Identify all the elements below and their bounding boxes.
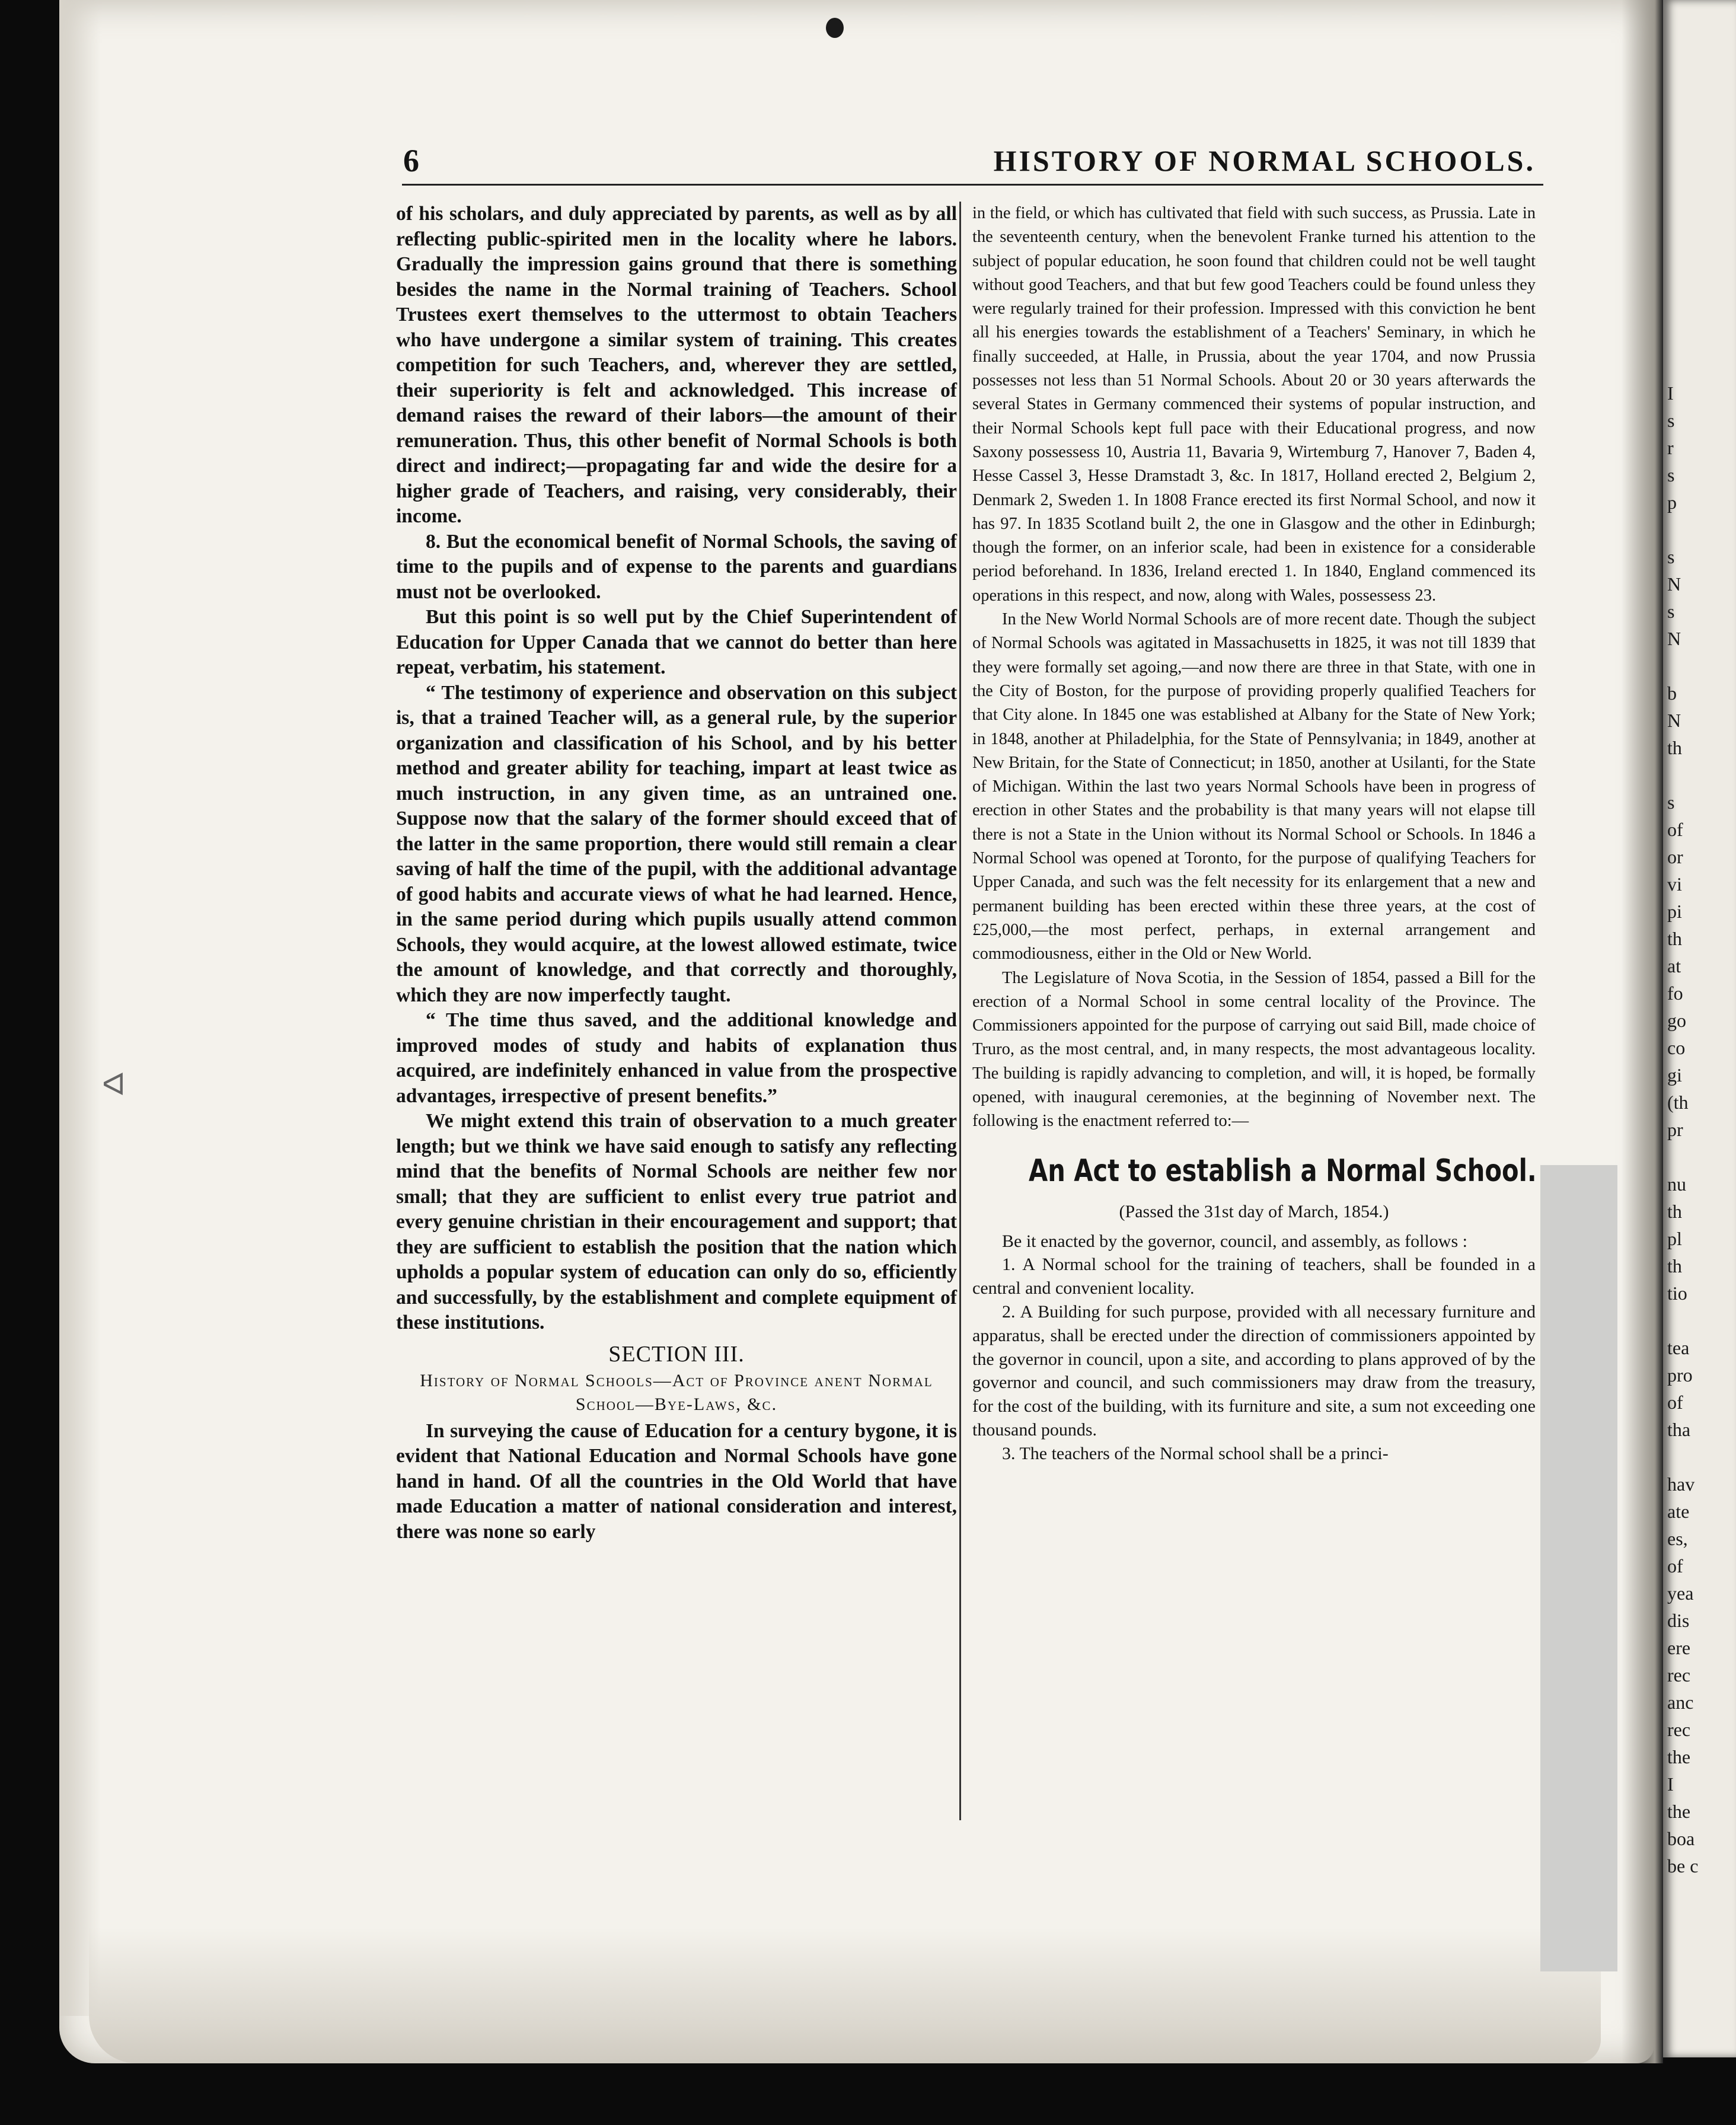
fragment-line: I: [1667, 382, 1674, 404]
fragment-line: boa: [1667, 1828, 1695, 1849]
page-bottom-edge: [89, 1927, 1601, 2063]
fragment-line: gi: [1667, 1064, 1682, 1086]
fragment-line: ere: [1667, 1637, 1691, 1658]
column-divider: [959, 202, 961, 1820]
fragment-line: of: [1667, 1555, 1683, 1577]
paragraph: The Legislature of Nova Scotia, in the Session of 1854, passed a Bill for the erection of a Normal School in some central locality of the Province. The Commissioners appointed for the purpose of carrying out said Bill, made choice of Truro, as the most central, and, in many respects, the most advantageous locality. The building is rapidly advancing to completion, and will, it is hoped, be formally opened, with inaugural ceremonies, at the beginning of November next. The following is the enactment referred to:—: [972, 968, 1536, 1131]
fragment-line: nu: [1667, 1173, 1686, 1195]
right-column: [972, 202, 1536, 1466]
fragment-line: tha: [1667, 1419, 1691, 1440]
fragment-line: at: [1667, 955, 1681, 977]
fragment-line: [1667, 1307, 1736, 1334]
fragment-line: hav: [1667, 1473, 1695, 1495]
running-title: HISTORY OF NORMAL SCHOOLS.: [993, 144, 1536, 177]
fragment-line: [1667, 652, 1736, 679]
fragment-line: th: [1667, 1201, 1682, 1222]
fragment-line: co: [1667, 1037, 1686, 1058]
fragment-line: fo: [1667, 982, 1683, 1004]
fragment-line: r: [1667, 437, 1674, 458]
fragment-line: be c: [1667, 1855, 1699, 1877]
section-subheading: History of Normal Schools—Act of Province anent Normal School—Bye-Laws, &c.: [420, 1370, 933, 1414]
act-clause: 2. A Building for such purpose, provided with all necessary furniture and apparatus, shall be erected under the direction of commissioners appointed by the governor in council, upon a site, and according to plans approved of by the governor and council, and such commissioners may draw from the treasury, for the cost of the building, with its furniture and site, a sum not exceeding one thousand pounds.: [972, 1301, 1536, 1440]
act-text: [972, 1230, 1536, 1466]
paragraph: We might extend this train of observation to a much greater length; but we think we have said enough to satisfy any reflecting mind that the benefits of Normal Schools are neither few nor small; that they are sufficient to enlist every true patriot and every genuine christian in their encouragement and support; that they are sufficient to establish the position that the nation which upholds a popular system of education can only do so, efficiently and successfully, by the establishment and complete equipment of these institutions.: [396, 1110, 957, 1333]
fragment-line: anc: [1667, 1692, 1694, 1713]
act-passed-date: (Passed the 31st day of March, 1854.): [1119, 1201, 1389, 1221]
fragment-line: pro: [1667, 1364, 1693, 1386]
fragment-line: pi: [1667, 901, 1682, 922]
fragment-line: [1667, 516, 1736, 543]
fragment-line: the: [1667, 1746, 1691, 1767]
fragment-line: s: [1667, 601, 1675, 622]
fragment-line: [1667, 1443, 1736, 1470]
quote-paragraph: “ The time thus saved, and the additional knowledge and improved modes of study and habits of explanation thus acquired, are indefinitely enhanced in value from the prospective advantages, irrespective of present benefits.”: [396, 1009, 957, 1107]
act-clause: 1. A Normal school for the training of teachers, shall be founded in a central and convenient locality.: [972, 1255, 1536, 1298]
paragraph: 8. But the economical benefit of Normal Schools, the saving of time to the pupils and of expense to the parents and guardians must not be overlooked.: [396, 530, 957, 603]
fragment-line: s: [1667, 546, 1675, 567]
fragment-line: th: [1667, 928, 1682, 949]
paragraph: In the New World Normal Schools are of more recent date. Though the subject of Normal Schools was agitated in Massachusetts in 1825, it was not till 1839 that they were formally set agoing,—and now there are three in that State, with one in the City of Boston, for the purpose of providing properly qualified Teachers for that City alone. In 1845 one was established at Albany for the State of New York; in 1848, another at Philadelphia, for the State of Pennsylvania; in 1849, another at New Britain, for the State of Connecticut; in 1850, another at Usilanti, for the State of Michigan. Within the last two years Normal Schools have been in progress of erection in other States and the probability is that many years will not elapse till there is not a State in the Union without its Normal School or Schools. In 1846 a Normal School was opened at Toronto, for the purpose of qualifying Teachers for Upper Canada, and such was the felt necessity for its enlargement that a new and permanent building has been erected within these three years, at the cost of £25,000,—the most perfect, perhaps, in external arrangement and commodiousness, either in the Old or New World.: [972, 610, 1536, 963]
fragment-line: vi: [1667, 873, 1682, 895]
fragment-line: I: [1667, 1773, 1674, 1795]
fragment-line: pl: [1667, 1228, 1682, 1249]
fragment-line: th: [1667, 1255, 1682, 1277]
running-header: [403, 140, 1536, 181]
fragment-line: N: [1667, 710, 1681, 731]
fragment-line: of: [1667, 1392, 1683, 1413]
fragment-line: es,: [1667, 1528, 1688, 1549]
section-heading: SECTION III.: [608, 1341, 745, 1367]
header-rule: [402, 184, 1543, 186]
fragment-line: pr: [1667, 1119, 1683, 1140]
fragment-line: dis: [1667, 1610, 1690, 1631]
fragment-line: (th: [1667, 1092, 1689, 1113]
fragment-line: th: [1667, 737, 1682, 758]
fragment-line: s: [1667, 464, 1675, 486]
fragment-line: [1667, 1143, 1736, 1170]
paragraph: But this point is so well put by the Chief Superintendent of Education for Upper Canada that we cannot do better than here repeat, verbatim, his statement.: [396, 606, 957, 678]
fragment-line: rec: [1667, 1719, 1691, 1740]
hole-punch-mark: [826, 18, 844, 38]
act-clause: 3. The teachers of the Normal school shall be a princi-: [1002, 1443, 1389, 1463]
left-column: [396, 202, 957, 1545]
fragment-line: yea: [1667, 1582, 1694, 1604]
fragment-line: p: [1667, 492, 1677, 513]
paragraph: in the field, or which has cultivated that field with such success, as Prussia. Late in the seventeenth century, when the benevolent Franke turned his attention to the subject of popular education, he soon found that children could not be well taught without good Teachers, and that but few good Teachers could be found unless they were regularly trained for their profession. Impressed with this conviction he bent all his energies towards the establishment of a Teachers' Seminary, in which he finally succeeded, at Halle, in Prussia, about the year 1704, and now Prussia possesses not less than 51 Normal Schools. About 20 or 30 years afterwards the several States in Germany commenced their systems of popular instruction, and their Normal Schools kept full pace with their Educational progress, and now Saxony possessess 10, Austria 11, Bavaria 9, Wirtemburg 7, Hanover 7, Baden 4, Hesse Cassel 3, Hesse Dramstadt 3, &c. In 1817, Holland erected 2, Belgium 2, Denmark 2, Sweden 1. In 1808 France erected its first Normal School, and now it has 97. In 1835 Scotland built 2, the one in Glasgow and the other in Edinburgh; though the former, on an inferior scale, had been in existence for a considerable period beforehand. In 1836, Ireland erected 1. In 1840, England commenced its operations in this respect, and now, along with Wales, possessess 23.: [972, 204, 1536, 605]
fragment-line: rec: [1667, 1664, 1691, 1686]
fragment-line: the: [1667, 1801, 1691, 1822]
fragment-line: s: [1667, 410, 1675, 431]
fragment-line: N: [1667, 573, 1681, 595]
act-title: An Act to establish a Normal School.: [1029, 1153, 1537, 1189]
quote-paragraph: “ The testimony of experience and observation on this subject is, that a trained Teacher will, as a general rule, by the superior organization and classification of his School, and by his better method and greater ability for teaching, impart at least twice as much instruction, in any given time, as an untrained one. Suppose now that the salary of the former should exceed that of the latter in the same proportion, there would still remain a clear saving of half the time of the pupil, with the additional advantage of good habits and accurate views of what he had learned. Hence, in the same period during which pupils usually attend common Schools, they would acquire, at the lowest allowed estimate, twice the amount of knowledge, and that correctly and thoroughly, which they are now imperfectly taught.: [396, 681, 957, 1006]
fragment-line: of: [1667, 819, 1683, 840]
scan-grey-patch: [1540, 1165, 1617, 1971]
fragment-line: s: [1667, 792, 1675, 813]
fragment-line: [1667, 761, 1736, 789]
fragment-line: tio: [1667, 1282, 1687, 1304]
act-clause: Be it enacted by the governor, council, and assembly, as follows :: [1002, 1231, 1467, 1251]
fragment-line: ate: [1667, 1501, 1690, 1522]
binding-gutter: [1622, 0, 1663, 2063]
page-number: 6: [403, 143, 419, 178]
fragment-line: N: [1667, 628, 1681, 649]
paragraph: In surveying the cause of Education for a century bygone, it is evident that National Education and Normal Schools have gone hand in hand. Of all the countries in the Old World that have made Education a matter of national consideration and interest, there was none so early: [396, 1419, 957, 1543]
fragment-line: b: [1667, 682, 1677, 704]
page-left-edge: [59, 0, 101, 2016]
stray-ink-mark: ᐊ: [102, 1068, 126, 1102]
fragment-line: or: [1667, 846, 1683, 867]
paragraph: of his scholars, and duly appreciated by parents, as well as by all reflecting public-spirited men in the locality where he labors. Gradually the impression gains ground that there is something besides the name in the Normal training of Teachers. School Trustees exert themselves to the uttermost to obtain Teachers who have undergone a similar system of training. This creates competition for such Teachers, and, wherever they are settled, their superiority is felt and acknowledged. This increase of demand raises the reward of their labors—the amount of their remuneration. Thus, this other benefit of Normal Schools is both direct and indirect;—propagating far and wide the desire for a higher grade of Teachers, and raising, very considerably, their income.: [396, 203, 957, 527]
adjacent-page-text: [1667, 379, 1736, 1880]
fragment-line: go: [1667, 1010, 1686, 1031]
fragment-line: tea: [1667, 1337, 1690, 1358]
